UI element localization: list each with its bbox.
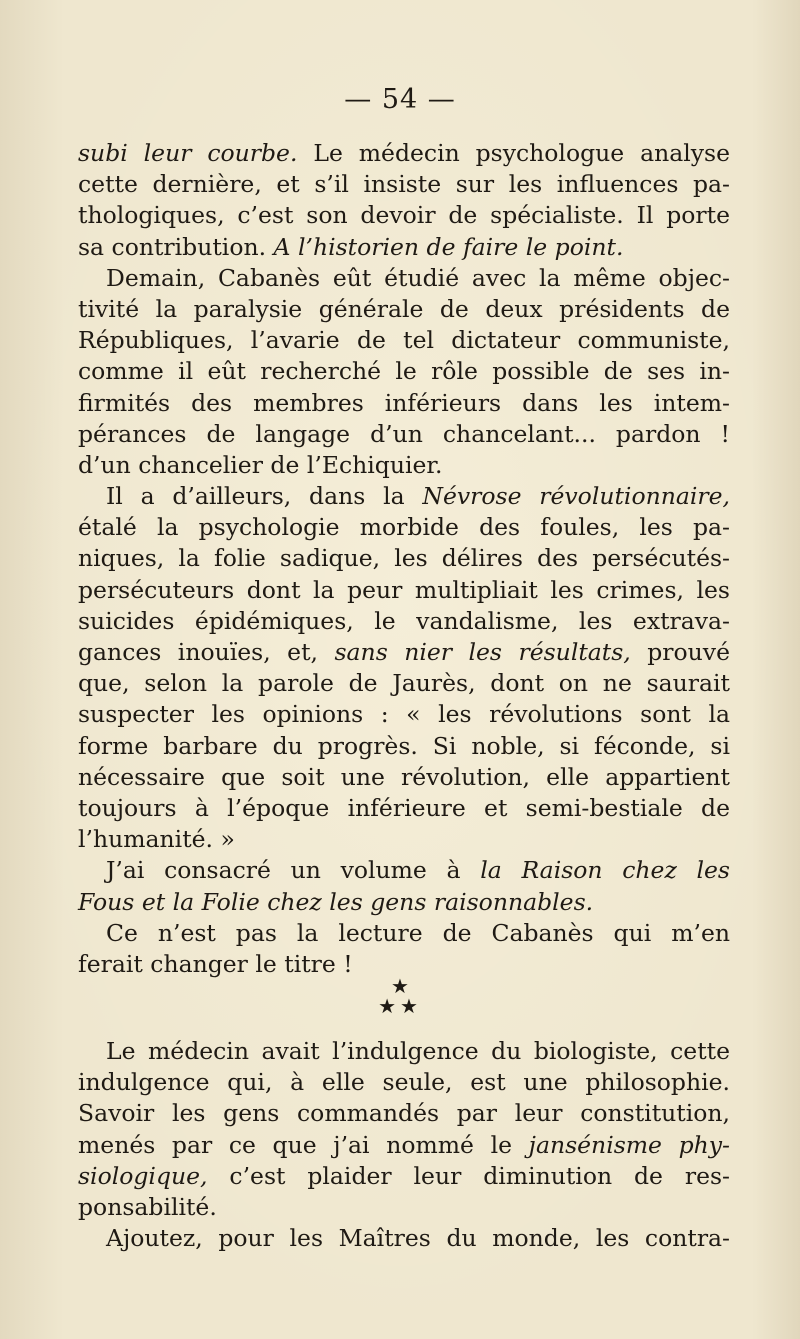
italic-text-segment: subi leur courbe. — [78, 139, 298, 167]
text-segment: indulgence qui, à elle seule, est une philosophie. — [78, 1068, 730, 1097]
text-line — [78, 606, 730, 637]
text-segment: Il a d’ailleurs, dans la — [106, 482, 423, 511]
text-segment: Ajoutez, pour les Maîtres du monde, les contra- — [106, 1224, 730, 1253]
asterism-bottom-stars: ★★ — [378, 994, 422, 1018]
text-line — [78, 543, 730, 574]
text-line — [78, 263, 730, 294]
text-line — [78, 1036, 730, 1067]
text-line — [78, 668, 730, 699]
text-segment: persécuteurs dont la peur multipliait les crimes, les — [78, 575, 730, 604]
italic-text-segment: la Raison chez les — [480, 856, 730, 885]
text-segment: étalé la psychologie morbide des foules, les pa- — [78, 513, 730, 542]
text-segment: Savoir les gens commandés par leur constitution, — [78, 1099, 730, 1128]
text-line — [78, 169, 730, 200]
text-segment: gances inouïes, et, — [78, 638, 335, 666]
text-line — [78, 918, 730, 949]
page-number-header: — 54 — — [344, 84, 456, 115]
text-line — [78, 294, 730, 325]
body-text-block-2 — [78, 1036, 730, 1254]
text-segment: cette dernière, et s’il insiste sur les influences pa- — [78, 170, 730, 199]
text-segment: toujours à l’époque inférieure et semi-bestiale de — [78, 793, 730, 822]
text-segment: ferait changer le titre ! — [78, 949, 353, 978]
text-segment: Ce n’est pas la lecture de Cabanès qui m’en — [106, 918, 730, 947]
text-segment: pérances de langage d’un chancelant... pardon ! — [78, 419, 730, 448]
text-segment: comme il eût recherché le rôle possible de ses in- — [78, 357, 730, 386]
text-segment: niques, la folie sadique, les délires des persécutés- — [78, 544, 730, 573]
italic-text-segment: sans nier les résultats, — [334, 638, 631, 666]
text-line — [78, 762, 730, 793]
text-segment: Demain, Cabanès eût étudié avec la même objec- — [106, 263, 730, 292]
text-segment: nécessaire que soit une révolution, elle appartient — [78, 762, 730, 791]
text-line — [78, 855, 730, 886]
text-segment: prouvé — [630, 638, 730, 666]
text-line — [78, 1223, 730, 1254]
text-segment: firmités des membres inférieurs dans les intem- — [78, 388, 730, 417]
text-line — [78, 637, 730, 668]
text-line — [78, 450, 730, 481]
text-line — [78, 1067, 730, 1098]
text-line — [78, 887, 730, 918]
section-ornament — [368, 976, 432, 1024]
text-segment: ponsabilité. — [78, 1192, 217, 1221]
text-segment: Le médecin avait l’indulgence du biologiste, cette — [106, 1037, 730, 1065]
text-line — [78, 481, 730, 512]
text-segment: tivité la paralysie générale de deux présidents de — [78, 294, 730, 323]
text-line — [78, 731, 730, 762]
text-line — [78, 419, 730, 450]
text-line — [78, 1130, 730, 1161]
text-line — [78, 824, 730, 855]
text-line — [78, 325, 730, 356]
text-line — [78, 232, 730, 263]
text-segment: forme barbare du progrès. Si noble, si féconde, si — [78, 731, 730, 760]
italic-text-segment: Névrose révolutionnaire, — [422, 482, 731, 511]
text-segment: que, selon la parole de Jaurès, dont on ne saurait — [78, 669, 730, 698]
italic-text-segment: siologique, — [78, 1161, 208, 1190]
text-segment: sa contribution. — [78, 232, 274, 261]
text-line — [78, 1161, 730, 1192]
text-line — [78, 1192, 730, 1223]
asterism-top-star: ★ — [391, 974, 409, 998]
text-segment: c’est plaider leur diminution de res- — [207, 1161, 730, 1190]
text-line — [78, 200, 730, 231]
text-line — [78, 793, 730, 824]
text-segment: J’ai consacré un volume à — [106, 856, 481, 885]
text-segment: suicides épidémiques, le vandalisme, les extrava- — [78, 606, 730, 635]
italic-text-segment: A l’historien de faire le point. — [273, 232, 624, 261]
text-segment: d’un chancelier de l’Echiquier. — [78, 450, 443, 479]
text-line — [78, 575, 730, 606]
text-segment: l’humanité. » — [78, 825, 235, 854]
italic-text-segment: jansénisme phy- — [528, 1130, 730, 1159]
text-line — [78, 512, 730, 543]
text-line — [78, 1098, 730, 1129]
text-segment: suspecter les opinions : « les révolutions sont la — [78, 700, 730, 729]
text-segment: Le médecin psychologue analyse — [297, 139, 730, 167]
text-line — [78, 388, 730, 419]
text-segment: menés par ce que j’ai nommé le — [78, 1130, 529, 1159]
text-segment: Républiques, l’avarie de tel dictateur communiste, — [78, 326, 730, 355]
text-line — [78, 356, 730, 387]
italic-text-segment: Fous et la Folie chez les gens raisonnables. — [78, 887, 594, 916]
text-line — [78, 138, 730, 169]
text-segment: thologiques, c’est son devoir de spécialiste. Il porte — [78, 201, 730, 230]
text-line — [78, 699, 730, 730]
body-text-block-1 — [78, 138, 730, 980]
